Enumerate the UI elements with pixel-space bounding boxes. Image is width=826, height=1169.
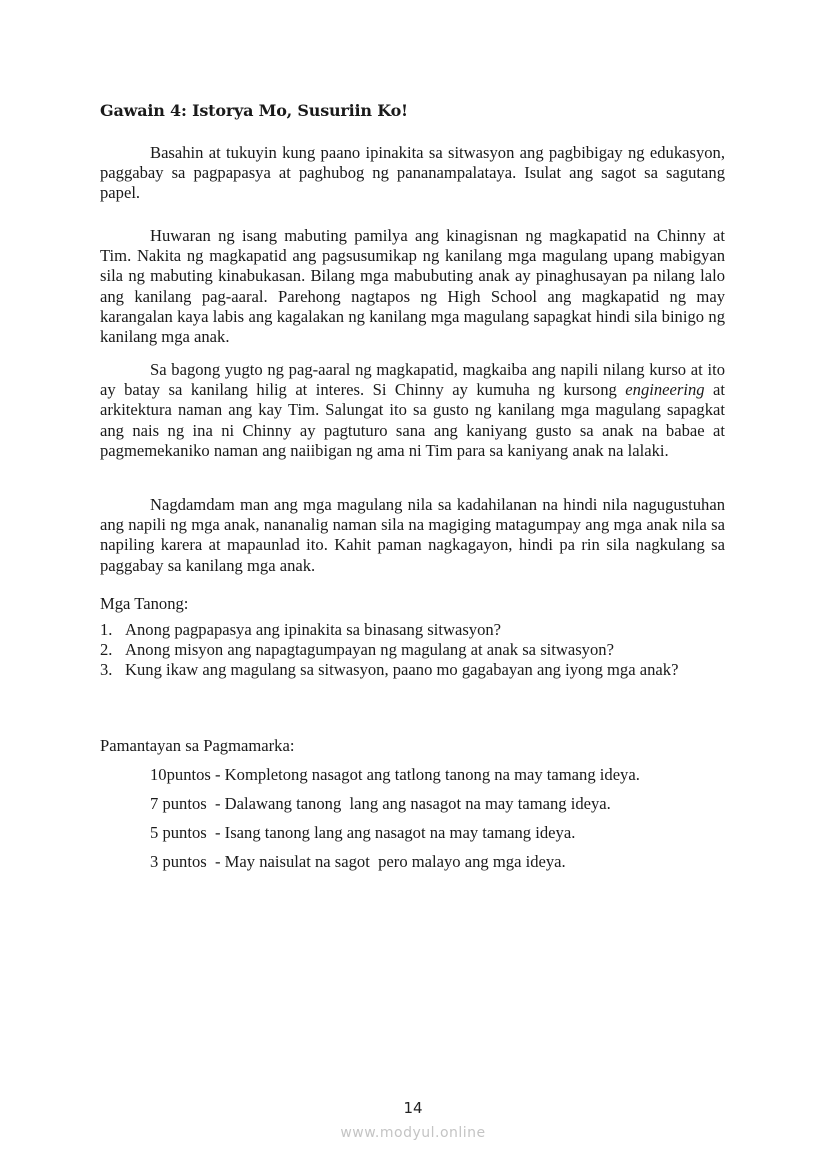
story-paragraph-2-italic-term: engineering xyxy=(625,380,705,400)
story-paragraph-2-text-a: Sa bagong yugto ng pag-aaral ng magkapatid, magkaiba ang napili nilang kurso at ito ay batay sa kanilang hilig at interes. Si Chinny ay kumuha ng kursong xyxy=(100,360,725,400)
question-number: 1. xyxy=(100,620,113,639)
rubric-item: 10puntos - Kompletong nasagot ang tatlong tanong na may tamang ideya. xyxy=(150,765,640,784)
story-paragraph-3: Nagdamdam man ang mga magulang nila sa kadahilanan na hindi nila nagugustuhan ang napili ng mga anak, nananalig naman sila na magiging matagumpay ang mga anak nila sa napiling karera at mapaunlad ito. Kahit paman nagkagayon, hindi pa rin sila nagkulang sa paggabay sa kanilang mga anak. xyxy=(100,495,725,575)
question-number: 2. xyxy=(100,640,113,659)
instructions-paragraph: Basahin at tukuyin kung paano ipinakita sa sitwasyon ang pagbibigay ng edukasyon, paggabay sa pagpapasya at paghubog ng pananampalataya. Isulat ang sagot sa sagutang papel. xyxy=(100,143,725,203)
rubric-item: 7 puntos - Dalawang tanong lang ang nasagot na may tamang ideya. xyxy=(150,794,611,813)
rubric-item: 5 puntos - Isang tanong lang ang nasagot na may tamang ideya. xyxy=(150,823,576,842)
story-paragraph-1: Huwaran ng isang mabuting pamilya ang kinagisnan ng magkapatid na Chinny at Tim. Nakita ng magkapatid ang pagsusumikap ng kanilang mga magulang upang mabigyan sila ng mabuting kinabukasan. Bilang mga mabubuting anak ay pinaghusayan pa nilang lalo ang kanilang pag-aaral. Parehong nagtapos ng High School ang magkapatid ng may karangalan kaya labis ang kagalakan ng kanilang mga magulang sapagkat hindi sila binigo ng kanilang mga anak. xyxy=(100,226,725,347)
question-item xyxy=(100,660,725,680)
activity-heading: Gawain 4: Istorya Mo, Susuriin Ko! xyxy=(100,101,408,120)
questions-list xyxy=(100,620,725,680)
rubric-item: 3 puntos - May naisulat na sagot pero malayo ang mga ideya. xyxy=(150,852,566,871)
question-text: Kung ikaw ang magulang sa sitwasyon, paano mo gagabayan ang iyong mga anak? xyxy=(125,660,679,679)
page-number: 14 xyxy=(403,1099,423,1117)
story-paragraph-2 xyxy=(100,360,725,461)
question-number: 3. xyxy=(100,660,113,679)
rubric-list xyxy=(150,765,640,881)
questions-label: Mga Tanong: xyxy=(100,594,189,613)
question-text: Anong pagpapasya ang ipinakita sa binasang sitwasyon? xyxy=(125,620,502,639)
question-item xyxy=(100,620,725,640)
watermark-url: www.modyul.online xyxy=(340,1125,486,1141)
story-paragraph-2-text-b: at arkitektura naman ang kay Tim. Salungat ito sa gusto ng kanilang mga magulang sapagkat ang nais ng ina ni Chinny ay pagtuturo sana ang kaniyang gusto sa anak na babae at pagmemekaniko naman ang naiibigan ng ama ni Tim para sa kaniyang anak na lalaki. xyxy=(100,380,726,460)
question-item xyxy=(100,640,725,660)
question-text: Anong misyon ang napagtagumpayan ng magulang at anak sa sitwasyon? xyxy=(125,640,614,659)
rubric-label: Pamantayan sa Pagmamarka: xyxy=(100,736,295,755)
